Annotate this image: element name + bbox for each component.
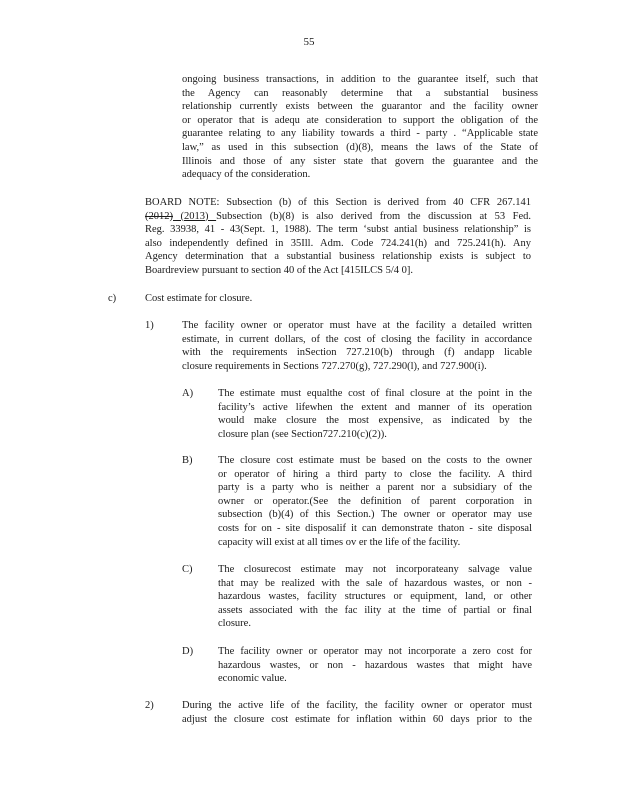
text-line: The estimate must equalthe cost of final closure at the point in the <box>218 388 532 399</box>
text-line: Boardreview pursuant to section 40 of the Act [415ILCS 5/4 0]. <box>145 264 413 276</box>
page-number: 55 <box>303 36 315 48</box>
text-line: also independently defined in 35Ill. Adm. Code 724.241(h) and 725.241(h). Any <box>145 237 531 249</box>
item-a-label: A) <box>182 388 194 399</box>
text-line: capacity will exist at all times ov er the life of the facility. <box>218 536 461 548</box>
item-b-text <box>218 454 532 549</box>
text-line: costs for on - site disposalif it can demonstrate thaton - site disposal <box>218 522 532 534</box>
text-line: closure. <box>218 618 251 630</box>
text-line: owner or operator.(See the definition of parent corporation in <box>218 495 532 507</box>
text-line: assets associated with the fac ility at the time of partial or final <box>218 604 532 616</box>
item-d-label: D) <box>182 646 194 657</box>
text-line: adequacy of the consideration. <box>182 169 311 181</box>
item-c-text <box>218 563 532 631</box>
text-line: or operator of hiring a third party to close the facility. A third <box>218 468 532 480</box>
text-line: estimate, in current dollars, of the cost of closing the facility in accordance <box>182 333 532 345</box>
text-line: hazardous wastes, facility structures or equipment, land, or other <box>218 591 532 603</box>
text-line: guarantee relating to any liability towards a third - party . “Applicable state <box>182 128 538 140</box>
text-line <box>145 210 531 224</box>
text-line: ongoing business transactions, in addition to the guarantee itself, such that <box>182 74 538 85</box>
item-1-text <box>182 319 532 373</box>
item-a-text <box>218 387 532 441</box>
text-line: party is a party who is neither a parent nor a subsidiary of the <box>218 482 532 494</box>
item-2-text <box>182 699 532 726</box>
paragraph-d8-continuation <box>182 73 538 182</box>
text-line: law,” as used in this subsection (d)(8), means the laws of the State of <box>182 141 538 153</box>
text-line: facility’s active lifewhen the extent and manner of its operation <box>218 401 532 413</box>
text-line: During the active life of the facility, the facility owner or operator must <box>182 700 532 711</box>
text-line: closure plan (see Section727.210(c)(2)). <box>218 428 387 440</box>
text-line: relationship currently exists between the guarantor and the facility owner <box>182 101 538 113</box>
text-span: Subsection (b)(8) is also derived from the discussion at 53 Fed. <box>216 210 531 222</box>
text-line: adjust the closure cost estimate for inflation within 60 days prior to the <box>182 713 532 725</box>
section-c-label: c) <box>108 293 117 304</box>
text-line: the Agency can reasonably determine that a substantial business <box>182 87 538 99</box>
text-line: subsection (b)(4) of this Section.) The owner or operator may use <box>218 509 532 521</box>
text-line: The closurecost estimate may not incorporateany salvage value <box>218 564 532 575</box>
item-b-label: B) <box>182 455 193 466</box>
text-line: hazardous wastes, or non - hazardous wastes that might have <box>218 659 532 671</box>
text-line: Illinois and those of any sister state that govern the guarantee and the <box>182 155 538 167</box>
board-note <box>145 196 531 278</box>
struck-text: (2012) <box>145 210 173 222</box>
section-c-title: Cost estimate for closure. <box>145 293 253 304</box>
text-line: or operator that is adequ ate consideration to support the obligation of the <box>182 114 538 126</box>
text-line: with the requirements inSection 727.210(b) through (f) andapp licable <box>182 347 532 359</box>
text-line: The facility owner or operator must have at the facility a detailed written <box>182 320 532 331</box>
text-line: Agency determination that a substantial business relationship exists is subject to <box>145 251 531 263</box>
text-line: BOARD NOTE: Subsection (b) of this Section is derived from 40 CFR 267.141 <box>145 197 531 208</box>
item-c-label: C) <box>182 564 193 575</box>
text-line: closure requirements in Sections 727.270(g), 727.290(l), and 727.900(i). <box>182 360 487 372</box>
item-d-text <box>218 645 532 686</box>
text-line: The closure cost estimate must be based on the costs to the owner <box>218 455 532 466</box>
text-line: that may be realized with the sale of hazardous wastes, or non - <box>218 577 532 589</box>
text-line: Reg. 33938, 41 - 43(Sept. 1, 1988). The term ‘subst antial business relationship” is <box>145 224 531 236</box>
item-1-label: 1) <box>145 320 154 331</box>
underlined-text: (2013) <box>173 210 217 222</box>
text-line: would make closure the most expensive, as indicated by the <box>218 415 532 427</box>
item-2-label: 2) <box>145 700 154 711</box>
text-line: economic value. <box>218 673 287 685</box>
text-line: The facility owner or operator may not incorporate a zero cost for <box>218 646 532 657</box>
